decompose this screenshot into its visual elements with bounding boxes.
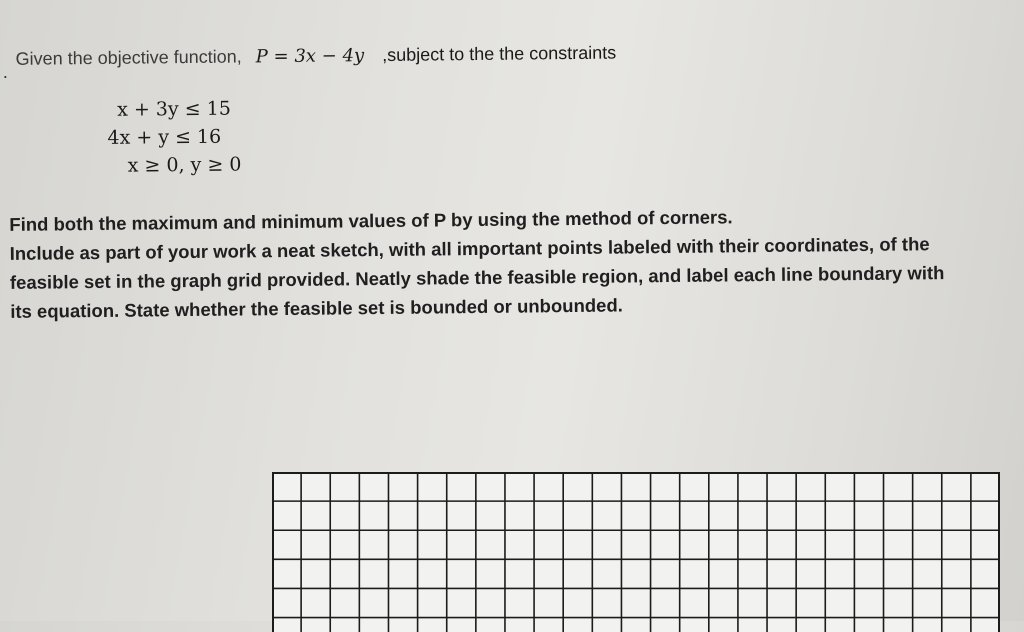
graph-grid[interactable] xyxy=(272,472,1000,632)
problem-bullet: . xyxy=(2,61,8,82)
instruction-line-1: Find both the maximum and minimum values of P by using the method of corners. xyxy=(9,206,733,235)
problem-statement xyxy=(16,43,617,70)
instruction-line-4: its equation. State whether the feasible set is bounded or unbounded. xyxy=(10,294,623,322)
graph-grid-lines xyxy=(272,472,1000,632)
intro-tail: ,subject to the the constraints xyxy=(382,42,617,66)
constraint-3: x ≥ 0, y ≥ 0 xyxy=(127,153,242,177)
instruction-line-2: Include as part of your work a neat sketch, with all important points labeled with their coordinates, of the xyxy=(9,233,930,264)
constraint-1: x + 3y ≤ 15 xyxy=(117,97,231,121)
objective-function: P = 3x − 4y xyxy=(255,45,365,68)
intro-lead: Given the objective function, xyxy=(15,46,242,69)
instruction-line-3: feasible set in the graph grid provided. Neatly shade the feasible region, and label each line boundary with xyxy=(9,262,945,293)
constraint-2: 4x + y ≤ 16 xyxy=(107,125,222,149)
graph-grid-background xyxy=(272,472,1000,632)
instructions xyxy=(9,199,1010,325)
